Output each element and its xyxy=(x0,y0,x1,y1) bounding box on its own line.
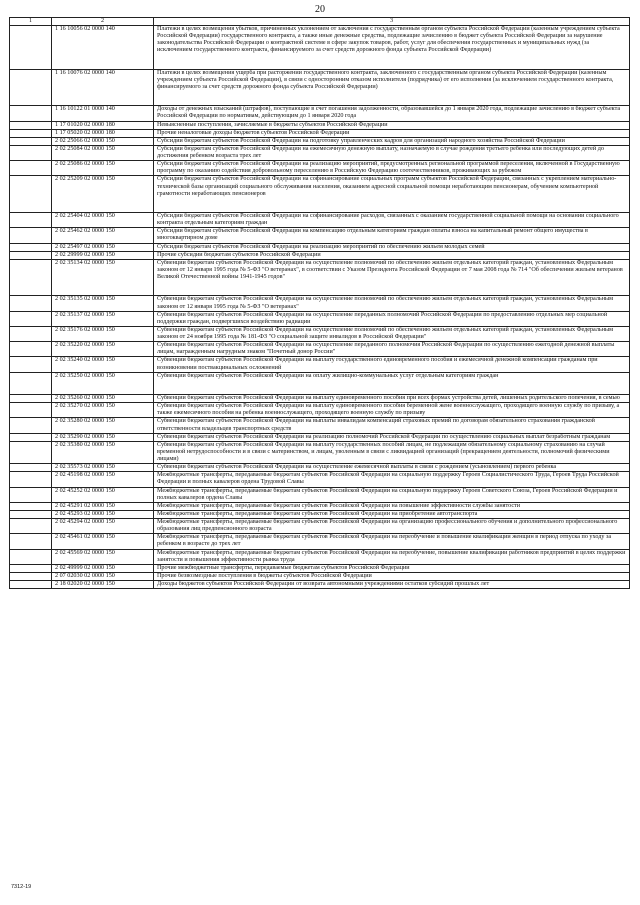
revenue-code-cell: 2 02 35260 02 0000 150 xyxy=(52,395,154,403)
revenue-code-cell: 2 02 49999 02 0000 150 xyxy=(52,564,154,572)
table-row xyxy=(10,121,630,129)
row-number-cell xyxy=(10,395,52,403)
row-number-cell xyxy=(10,472,52,487)
revenue-code-cell: 2 02 25404 02 0000 150 xyxy=(52,213,154,228)
revenue-description-cell: Межбюджетные трансферты, передаваемые бюджетам субъектов Российской Федерации на переобучение и повышение квалификации женщин в период отпуска по уходу за ребенком в возрасте до трех лет xyxy=(154,534,630,549)
revenue-description-cell: Субвенции бюджетам субъектов Российской Федерации на выплату единовременного пособия при всех формах устройства детей, лишенных родительского попечения, в семью xyxy=(154,395,630,403)
revenue-description-cell: Субвенции бюджетам субъектов Российской Федерации на выплату единовременного пособия беременной жене военнослужащего, проходящего военную службу по призыву, а также ежемесячного пособия на ребенка военнослужащего, проходящего военную службу по призыву xyxy=(154,403,630,418)
revenue-code-cell: 2 02 35176 02 0000 150 xyxy=(52,326,154,341)
revenue-code-cell: 2 02 29999 02 0000 150 xyxy=(52,251,154,259)
revenue-code-cell: 2 02 25066 02 0000 150 xyxy=(52,137,154,145)
table-row xyxy=(10,311,630,326)
row-number-cell xyxy=(10,106,52,121)
table-row xyxy=(10,472,630,487)
table-row xyxy=(10,228,630,243)
revenue-code-cell: 2 02 45293 02 0000 150 xyxy=(52,510,154,518)
table-row xyxy=(10,441,630,463)
row-number-cell xyxy=(10,259,52,296)
revenue-description-cell: Прочие безвозмездные поступления в бюджеты субъектов Российской Федерации xyxy=(154,572,630,580)
revenue-description-cell: Субсидии бюджетам субъектов Российской Федерации на реализацию мероприятий, предусмотренных региональной программой переселения, включенной в Государственную программу по оказанию содействия добровольному переселению в Российскую Федерацию соотечественников, проживающих за рубежом xyxy=(154,161,630,176)
row-number-cell xyxy=(10,213,52,228)
table-row xyxy=(10,69,630,106)
row-number-cell xyxy=(10,418,52,433)
revenue-description-cell: Межбюджетные трансферты, передаваемые бюджетам субъектов Российской Федерации на переобучение, повышение квалификации работников предприятий в целях поддержки занятости и повышения эффективности рынка труда xyxy=(154,549,630,564)
table-row xyxy=(10,137,630,145)
table-row xyxy=(10,106,630,121)
revenue-code-cell: 1 16 10122 01 0000 140 xyxy=(52,106,154,121)
revenue-description-cell: Субсидии бюджетам субъектов Российской Федерации на ежемесячную денежную выплату, назначаемую в случае рождения третьего ребенка или последующих детей до достижения ребенком возраста трех лет xyxy=(154,145,630,160)
page-number: 20 xyxy=(315,4,325,15)
table-row xyxy=(10,534,630,549)
footer-code: 7312-19 xyxy=(11,884,32,890)
revenue-description-cell: Межбюджетные трансферты, передаваемые бюджетам субъектов Российской Федерации на организацию профессионального обучения и дополнительного профессионального образования лиц предпенсионного возраста xyxy=(154,519,630,534)
revenue-code-cell: 1 17 05020 02 0000 180 xyxy=(52,129,154,137)
row-number-cell xyxy=(10,311,52,326)
revenue-code-cell: 2 02 35137 02 0000 150 xyxy=(52,311,154,326)
revenue-description-cell: Субвенции бюджетам субъектов Российской Федерации на осуществление переданных полномочий Российской Федерации по предоставлению отдельных мер социальной поддержки граждан, подвергшихся воздействию радиации xyxy=(154,311,630,326)
table-row xyxy=(10,296,630,311)
row-number-cell xyxy=(10,228,52,243)
table-row xyxy=(10,502,630,510)
revenue-code-cell: 2 02 35250 02 0000 150 xyxy=(52,372,154,394)
revenue-description-cell: Субвенции бюджетам субъектов Российской Федерации на выплату государственных пособий лицам, не подлежащим обязательному социальному страхованию на случай временной нетрудоспособности и в связи с материнством, и лицам, уволенным в связи с ликвидацией организаций (прекращением деятельности, полномочий физическими лицами) xyxy=(154,441,630,463)
column-header-code: 2 xyxy=(52,18,154,26)
table-row xyxy=(10,464,630,472)
revenue-description-cell: Прочие неналоговые доходы бюджетов субъектов Российской Федерации xyxy=(154,129,630,137)
revenue-description-cell: Межбюджетные трансферты, передаваемые бюджетам субъектов Российской Федерации на повышение эффективности службы занятости xyxy=(154,502,630,510)
row-number-cell xyxy=(10,357,52,372)
revenue-description-cell: Прочие межбюджетные трансферты, передаваемые бюджетам субъектов Российской Федерации xyxy=(154,564,630,572)
row-number-cell xyxy=(10,69,52,106)
revenue-description-cell: Субвенции бюджетам субъектов Российской Федерации на реализацию полномочий Российской Федерации по осуществлению социальных выплат безработным гражданам xyxy=(154,433,630,441)
revenue-description-cell: Субсидии бюджетам субъектов Российской Федерации на подготовку управленческих кадров для организаций народного хозяйства Российской Федерации xyxy=(154,137,630,145)
revenue-description-cell: Субвенции бюджетам субъектов Российской Федерации на осуществление полномочий по обеспечению жильем отдельных категорий граждан, установленных Федеральным законом от 12 января 1995 года № 5-ФЗ "О ветеранах", в соответствии с Указом Президента Российской Федерации от 7 мая 2008 года № 714 "Об обеспечении жильем ветеранов Великой Отечественной войны 1941-1945 годов" xyxy=(154,259,630,296)
revenue-description-cell: Межбюджетные трансферты, передаваемые бюджетам субъектов Российской Федерации на социальную поддержку Героев Советского Союза, Героев Российской Федерации и полных кавалеров ордена Славы xyxy=(154,487,630,502)
table-row xyxy=(10,572,630,580)
revenue-description-cell: Прочие субсидии бюджетам субъектов Российской Федерации xyxy=(154,251,630,259)
revenue-code-cell: 2 02 25462 02 0000 150 xyxy=(52,228,154,243)
table-row xyxy=(10,243,630,251)
row-number-cell xyxy=(10,296,52,311)
revenue-code-cell: 2 02 25497 02 0000 150 xyxy=(52,243,154,251)
revenue-description-cell: Субвенции бюджетам субъектов Российской Федерации на оплату жилищно-коммунальных услуг отдельным категориям граждан xyxy=(154,372,630,394)
revenue-code-cell: 2 02 35290 02 0000 150 xyxy=(52,433,154,441)
row-number-cell xyxy=(10,564,52,572)
revenue-code-cell: 2 02 25086 02 0000 150 xyxy=(52,161,154,176)
revenue-description-cell: Субвенции бюджетам субъектов Российской Федерации на осуществление полномочий по обеспечению жильем отдельных категорий граждан, установленных Федеральным законом от 24 ноября 1995 года № 181-ФЗ "О социальной защите инвалидов в Российской Федерации" xyxy=(154,326,630,341)
row-number-cell xyxy=(10,502,52,510)
revenue-description-cell: Доходы бюджетов субъектов Российской Федерации от возврата автономными учреждениями остатков субсидий прошлых лет xyxy=(154,581,630,589)
table-row xyxy=(10,259,630,296)
revenue-code-cell: 1 16 10056 02 0000 140 xyxy=(52,26,154,70)
row-number-cell xyxy=(10,581,52,589)
revenue-code-cell: 1 16 10076 02 0000 140 xyxy=(52,69,154,106)
revenue-description-cell: Субвенции бюджетам субъектов Российской Федерации на осуществление полномочий по обеспечению жильем отдельных категорий граждан, установленных Федеральным законом от 12 января 1995 года № 5-ФЗ "О ветеранах" xyxy=(154,296,630,311)
revenue-description-cell: Субсидии бюджетам субъектов Российской Федерации на реализацию мероприятий по обеспечению жильем молодых семей xyxy=(154,243,630,251)
row-number-cell xyxy=(10,326,52,341)
row-number-cell xyxy=(10,161,52,176)
table-row xyxy=(10,403,630,418)
row-number-cell xyxy=(10,342,52,357)
table-row xyxy=(10,395,630,403)
row-number-cell xyxy=(10,372,52,394)
revenue-code-cell: 2 07 02030 02 0000 150 xyxy=(52,572,154,580)
table-row xyxy=(10,326,630,341)
row-number-cell xyxy=(10,441,52,463)
revenue-description-cell: Субвенции бюджетам субъектов Российской Федерации на осуществление ежемесячной выплаты в связи с рождением (усыновлением) первого ребенка xyxy=(154,464,630,472)
table-row xyxy=(10,145,630,160)
row-number-cell xyxy=(10,403,52,418)
revenue-description-cell: Невыясненные поступления, зачисляемые в бюджеты субъектов Российской Федерации xyxy=(154,121,630,129)
row-number-cell xyxy=(10,433,52,441)
table-row xyxy=(10,176,630,213)
revenue-code-cell: 2 02 45198 02 0000 150 xyxy=(52,472,154,487)
row-number-cell xyxy=(10,176,52,213)
row-number-cell xyxy=(10,534,52,549)
revenue-code-cell: 2 02 35135 02 0000 150 xyxy=(52,296,154,311)
table-row xyxy=(10,581,630,589)
row-number-cell xyxy=(10,137,52,145)
row-number-cell xyxy=(10,121,52,129)
table-row xyxy=(10,357,630,372)
row-number-cell xyxy=(10,251,52,259)
row-number-cell xyxy=(10,464,52,472)
revenue-description-cell: Субвенции бюджетам субъектов Российской Федерации на осуществление переданного полномочия Российской Федерации по осуществлению ежегодной денежной выплаты лицам, награжденным нагрудным знаком "Почетный донор России" xyxy=(154,342,630,357)
revenue-description-cell: Доходы от денежных взысканий (штрафов), поступающие в счет погашения задолженности, образовавшейся до 1 января 2020 года, подлежащие зачислению в бюджет субъекта Российской Федерации по нормативам, действующим до 1 января 2020 года xyxy=(154,106,630,121)
revenue-description-cell: Субвенции бюджетам субъектов Российской Федерации на выплаты инвалидам компенсаций страховых премий по договорам обязательного страхования гражданской ответственности владельцев транспортных средств xyxy=(154,418,630,433)
table-row xyxy=(10,519,630,534)
revenue-description-cell: Субсидии бюджетам субъектов Российской Федерации на софинансирование социальных программ субъектов Российской Федерации, связанных с укреплением материально-технической базы организаций социального обслуживания населения, оказанием адресной социальной помощи неработающим пенсионерам, обучением компьютерной грамотности неработающих пенсионеров xyxy=(154,176,630,213)
revenue-code-cell: 2 18 02020 02 0000 150 xyxy=(52,581,154,589)
revenue-code-cell: 2 02 45294 02 0000 150 xyxy=(52,519,154,534)
revenue-description-cell: Платежи в целях возмещения ущерба при расторжении государственного контракта, заключенного с государственным органом субъекта Российской Федерации (казенным учреждением субъекта Российской Федерации), в связи с односторонним отказом исполнителя (подрядчика) от его исполнения (за исключением государственного контракта, финансируемого за счет средств дорожного фонда субъекта Российской Федерации) xyxy=(154,69,630,106)
revenue-code-cell: 2 02 45461 02 0000 150 xyxy=(52,534,154,549)
row-number-cell xyxy=(10,510,52,518)
row-number-cell xyxy=(10,519,52,534)
revenue-code-cell: 2 02 35240 02 0000 150 xyxy=(52,357,154,372)
table-row xyxy=(10,564,630,572)
row-number-cell xyxy=(10,549,52,564)
revenue-code-cell: 2 02 35380 02 0000 150 xyxy=(52,441,154,463)
column-header-description: 3 xyxy=(154,18,630,26)
row-number-cell xyxy=(10,129,52,137)
column-header-number: 1 xyxy=(10,18,52,26)
row-number-cell xyxy=(10,26,52,70)
revenue-code-cell: 1 17 01020 02 0000 180 xyxy=(52,121,154,129)
table-row xyxy=(10,26,630,70)
revenue-code-cell: 2 02 25209 02 0000 150 xyxy=(52,176,154,213)
revenue-description-cell: Межбюджетные трансферты, передаваемые бюджетам субъектов Российской Федерации на социальную поддержку Героев Социалистического Труда, Героев Труда Российской Федерации и полных кавалеров ордена Трудовой Славы xyxy=(154,472,630,487)
table-row xyxy=(10,129,630,137)
row-number-cell xyxy=(10,243,52,251)
row-number-cell xyxy=(10,145,52,160)
revenue-code-cell: 2 02 45569 02 0000 150 xyxy=(52,549,154,564)
revenue-description-cell: Межбюджетные трансферты, передаваемые бюджетам субъектов Российской Федерации на приобретение автотранспорта xyxy=(154,510,630,518)
table-row xyxy=(10,213,630,228)
revenue-code-cell: 2 02 45252 02 0000 150 xyxy=(52,487,154,502)
table-row xyxy=(10,549,630,564)
table-row xyxy=(10,161,630,176)
table-row xyxy=(10,251,630,259)
table-row xyxy=(10,342,630,357)
row-number-cell xyxy=(10,572,52,580)
revenue-description-cell: Платежи в целях возмещения убытков, причиненных уклонением от заключения с государственным органом субъекта Российской Федерации (казенным учреждением субъекта Российской Федерации) государственного контракта, а также иные денежные средства, подлежащие зачислению в бюджет субъекта Российской Федерации за нарушение законодательства Российской Федерации о контрактной системе в сфере закупок товаров, работ, услуг для обеспечения государственных и муниципальных нужд (за исключением государственного контракта, финансируемого за счет средств дорожного фонда субъекта Российской Федерации) xyxy=(154,26,630,70)
revenue-code-cell: 2 02 35220 02 0000 150 xyxy=(52,342,154,357)
revenue-code-cell: 2 02 35134 02 0000 150 xyxy=(52,259,154,296)
revenue-description-cell: Субсидии бюджетам субъектов Российской Федерации на компенсацию отдельным категориям граждан оплаты взноса на капитальный ремонт общего имущества в многоквартирном доме xyxy=(154,228,630,243)
revenue-code-cell: 2 02 45291 02 0000 150 xyxy=(52,502,154,510)
revenue-code-cell: 2 02 35573 02 0000 150 xyxy=(52,464,154,472)
revenue-code-cell: 2 02 35270 02 0000 150 xyxy=(52,403,154,418)
revenue-description-cell: Субсидии бюджетам субъектов Российской Федерации на софинансирование расходов, связанных с оказанием государственной социальной помощи на основании социального контракта отдельным категориям граждан xyxy=(154,213,630,228)
revenue-code-cell: 2 02 25084 02 0000 150 xyxy=(52,145,154,160)
table-row xyxy=(10,418,630,433)
table-row xyxy=(10,372,630,394)
table-row xyxy=(10,510,630,518)
revenue-codes-table xyxy=(9,17,630,589)
table-row xyxy=(10,433,630,441)
revenue-description-cell: Субвенции бюджетам субъектов Российской Федерации на выплату государственного единовременного пособия и ежемесячной денежной компенсации гражданам при возникновении поствакцинальных осложнений xyxy=(154,357,630,372)
table-header-row xyxy=(10,18,630,26)
table-row xyxy=(10,487,630,502)
row-number-cell xyxy=(10,487,52,502)
revenue-code-cell: 2 02 35280 02 0000 150 xyxy=(52,418,154,433)
